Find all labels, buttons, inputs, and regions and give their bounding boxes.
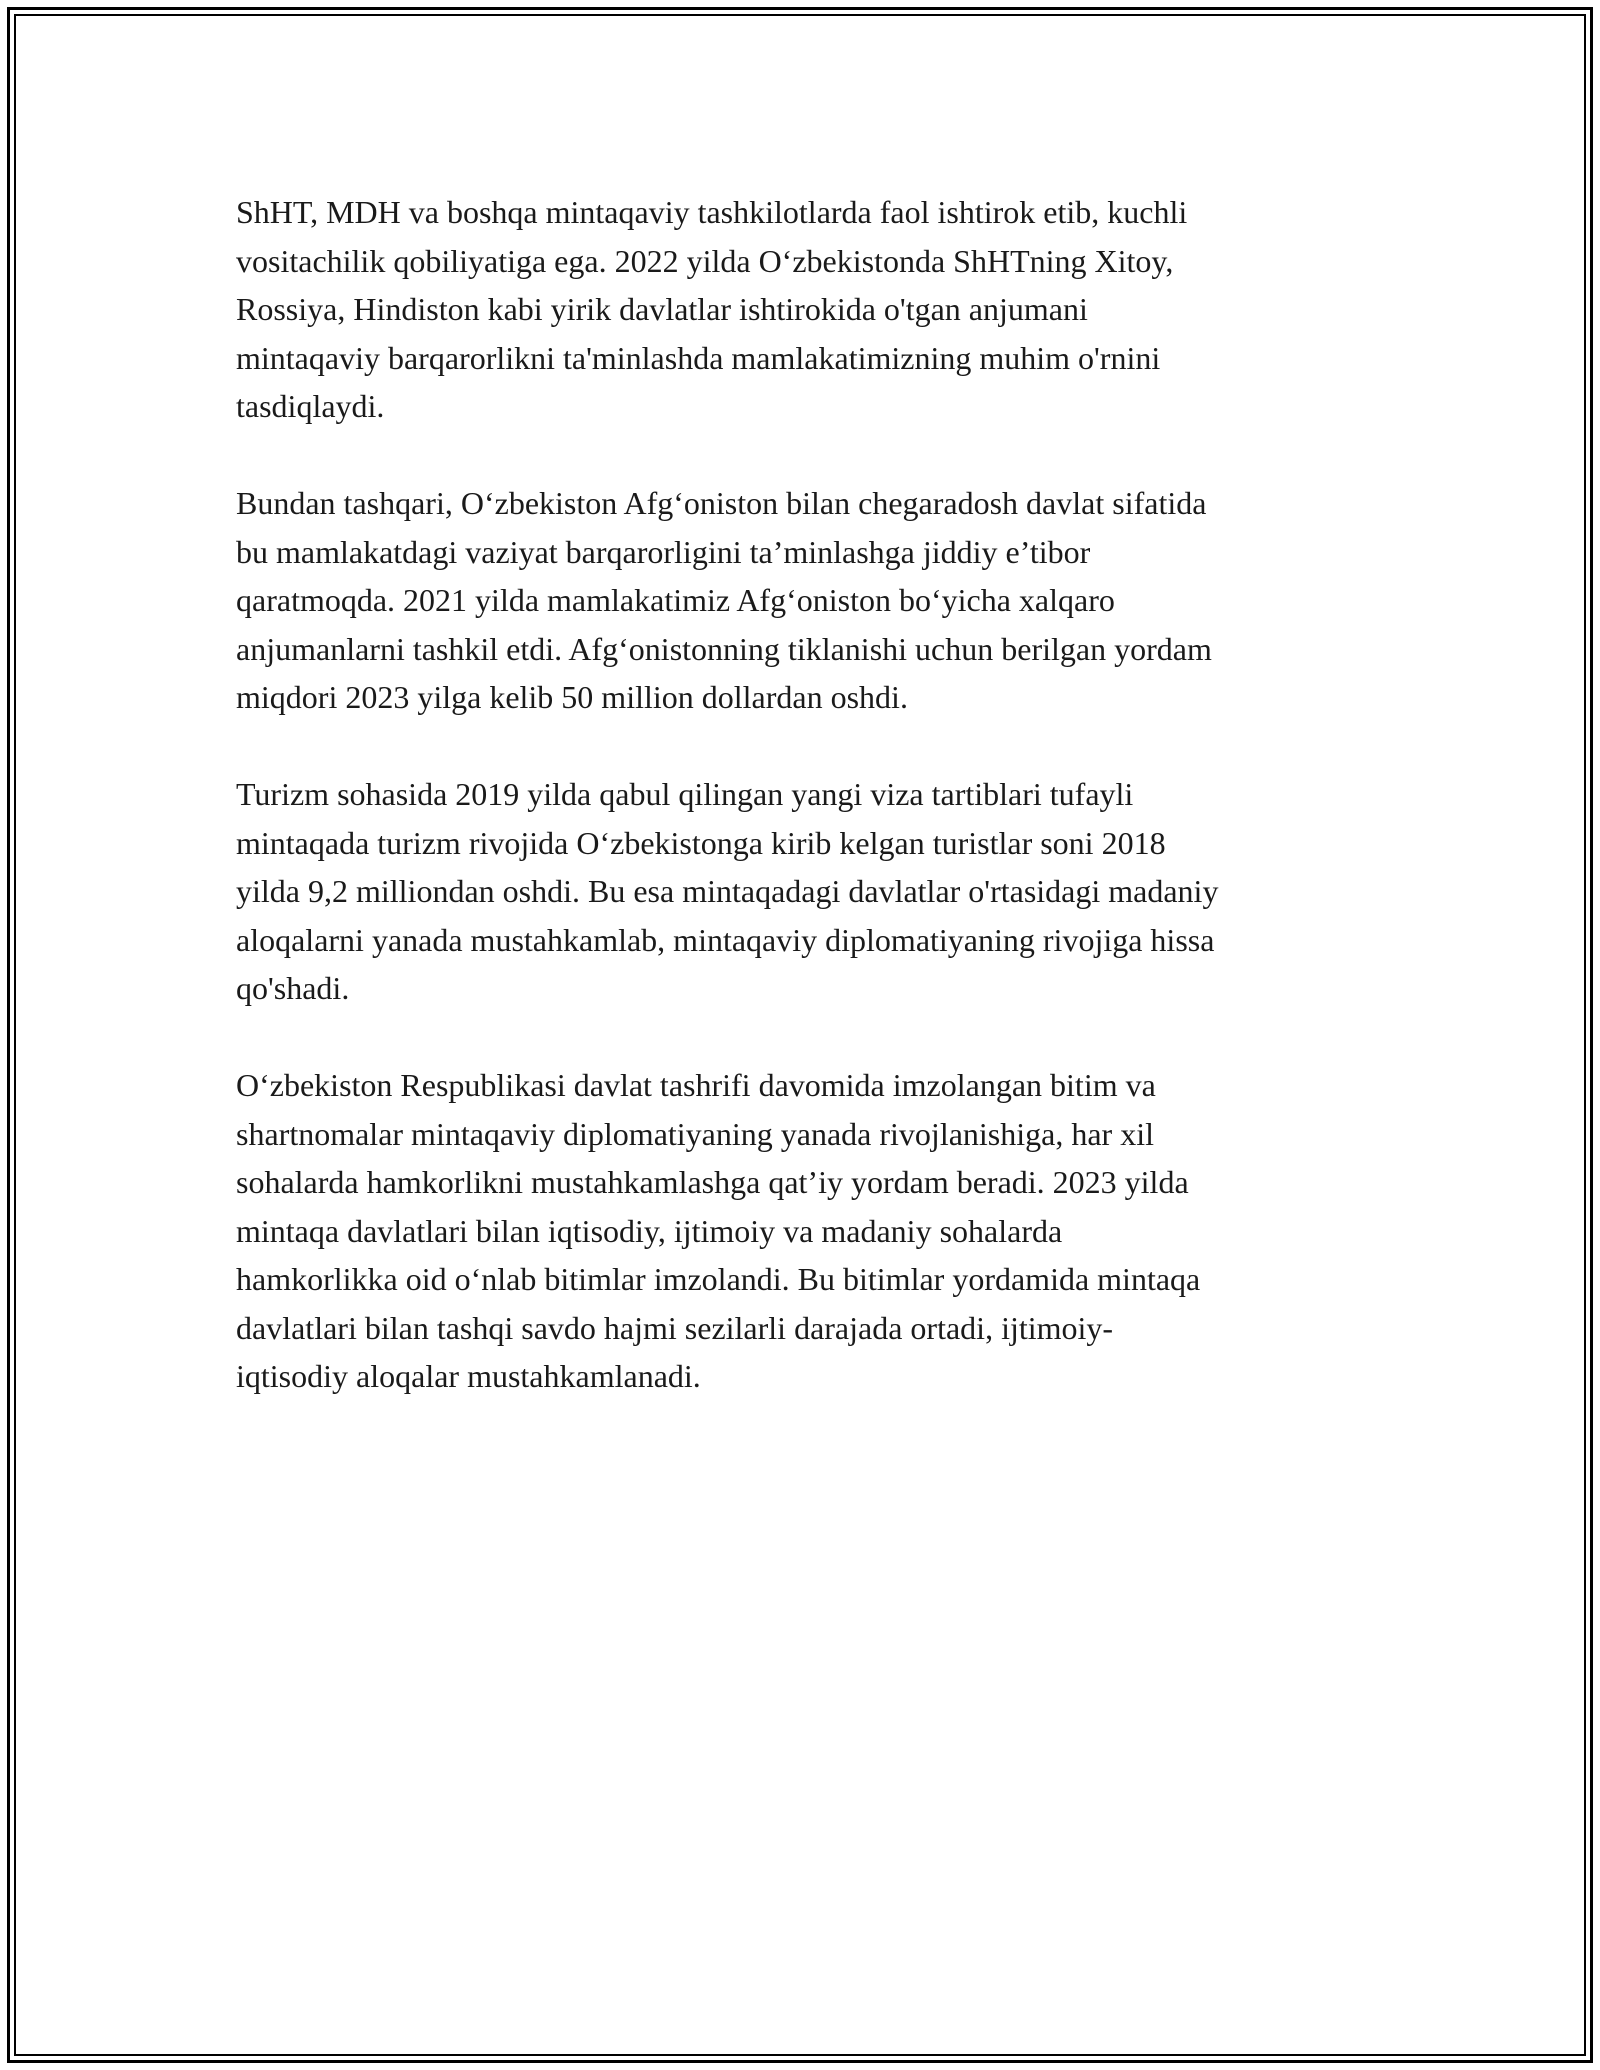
text-line: O‘zbekiston Respublikasi davlat tashrifi davomida imzolangan bitim va (236, 1067, 1156, 1103)
paragraph-4 (236, 1061, 1366, 1401)
text-line: qo'shadi. (236, 970, 350, 1006)
text-line: Rossiya, Hindiston kabi yirik davlatlar ishtirokida o'tgan anjumani (236, 291, 1088, 327)
text-line: tasdiqlaydi. (236, 388, 385, 424)
paragraph-1 (236, 188, 1366, 431)
text-line: sohalarda hamkorlikni mustahkamlashga qat’iy yordam beradi. 2023 yilda (236, 1164, 1189, 1200)
text-line: mintaqa davlatlari bilan iqtisodiy, ijtimoiy va madaniy sohalarda (236, 1212, 1063, 1249)
text-line: Turizm sohasida 2019 yilda qabul qilingan yangi viza tartiblari tufayli (236, 776, 1134, 812)
text-line: yilda 9,2 milliondan oshdi. Bu esa mintaqadagi davlatlar o'rtasidagi madaniy (236, 873, 1219, 909)
text-line: iqtisodiy aloqalar mustahkamlanadi. (236, 1358, 701, 1394)
text-line: shartnomalar mintaqaviy diplomatiyaning yanada rivojlanishiga, har xil (236, 1115, 1154, 1152)
text-line: qaratmoqda. 2021 yilda mamlakatimiz Afg‘oniston bo‘yicha xalqaro (236, 582, 1115, 618)
text-line: mintaqaviy barqarorlikni ta'minlashda mamlakatimizning muhim o'rnini (236, 339, 1161, 376)
text-line: miqdori 2023 yilga kelib 50 million dollardan oshdi. (236, 679, 908, 715)
text-line: Bundan tashqari, O‘zbekiston Afg‘oniston bilan chegaradosh davlat sifatida (236, 485, 1207, 521)
document-body (236, 188, 1366, 1449)
text-line: mintaqada turizm rivojida O‘zbekistonga kirib kelgan turistlar soni 2018 (236, 824, 1166, 861)
text-line: hamkorlikka oid o‘nlab bitimlar imzolandi. Bu bitimlar yordamida mintaqa (236, 1261, 1201, 1297)
paragraph-2 (236, 479, 1366, 722)
paragraph-3 (236, 770, 1366, 1013)
text-line: ShHT, MDH va boshqa mintaqaviy tashkilotlarda faol ishtirok etib, kuchli (236, 194, 1188, 230)
text-line: bu mamlakatdagi vaziyat barqarorligini ta’minlashga jiddiy e’tibor (236, 533, 1091, 570)
text-line: davlatlari bilan tashqi savdo hajmi sezilarli darajada ortadi, ijtimoiy- (236, 1309, 1114, 1346)
text-line: aloqalarni yanada mustahkamlab, mintaqaviy diplomatiyaning rivojiga hissa (236, 921, 1215, 958)
text-line: anjumanlarni tashkil etdi. Afg‘onistonning tiklanishi uchun berilgan yordam (236, 630, 1212, 667)
text-line: vositachilik qobiliyatiga ega. 2022 yilda O‘zbekistonda ShHTning Xitoy, (236, 242, 1174, 279)
